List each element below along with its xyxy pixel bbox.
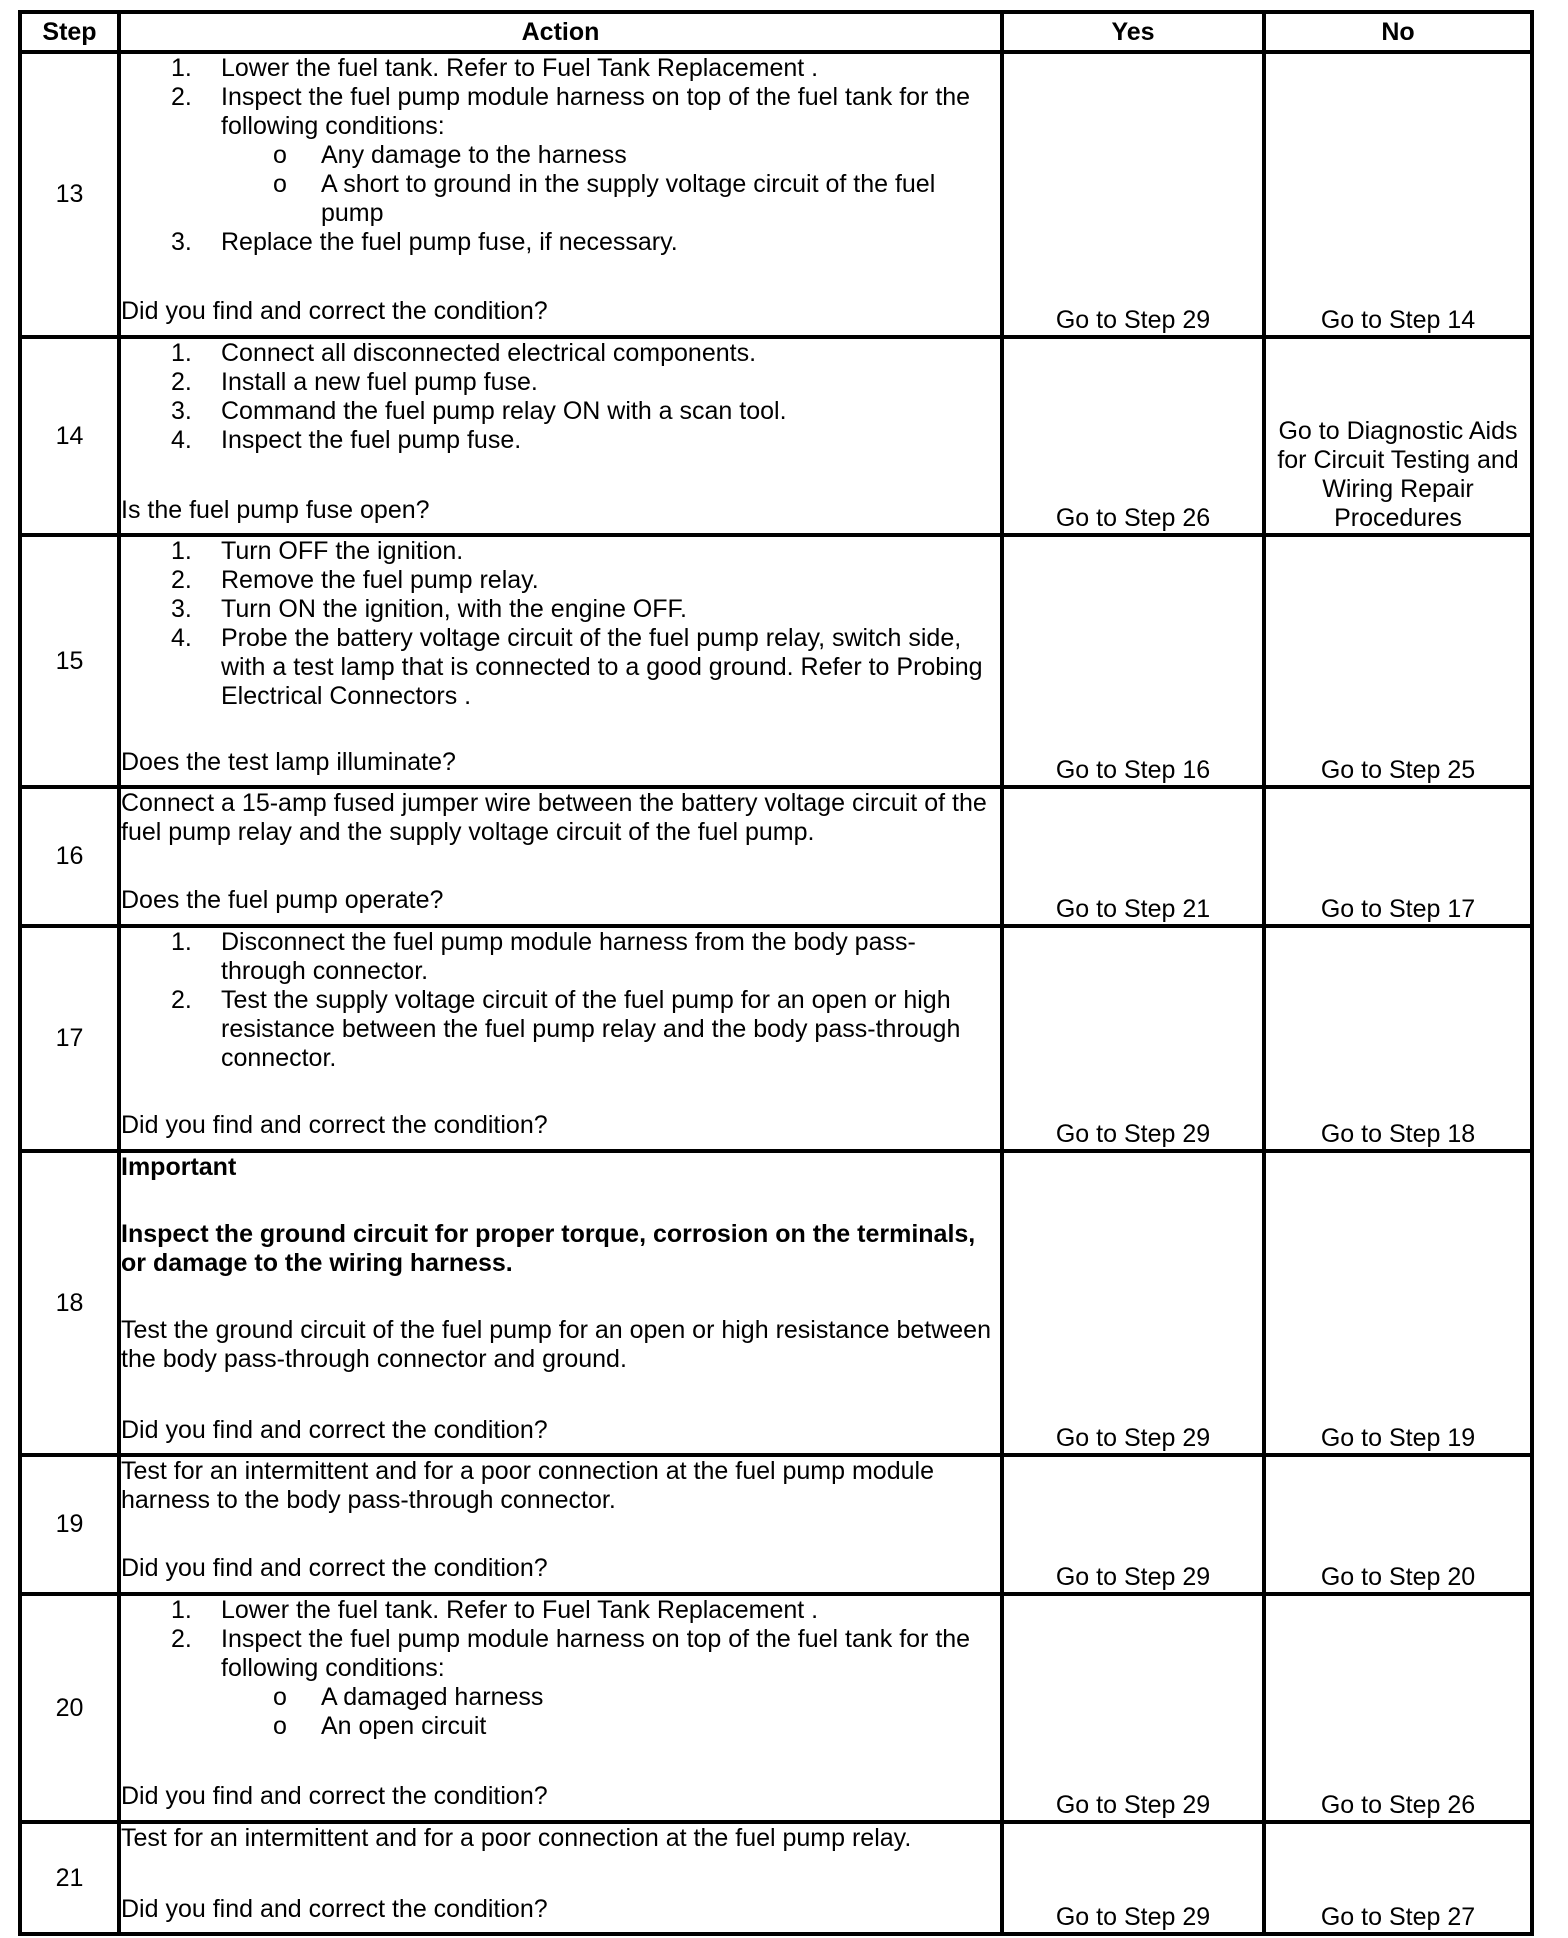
question-text: Did you find and correct the condition? <box>121 1895 548 1923</box>
no-result: Go to Step 18 <box>1264 926 1532 1151</box>
action-cell <box>119 787 1002 926</box>
question-text: Did you find and correct the condition? <box>121 1111 548 1139</box>
step-number: 18 <box>20 1151 119 1455</box>
list-item: 2. Remove the fuel pump relay. <box>171 566 539 594</box>
list-item: 4. Inspect the fuel pump fuse. <box>171 426 522 454</box>
header-yes: Yes <box>1002 12 1264 52</box>
table-row <box>20 1151 1532 1455</box>
step-number: 16 <box>20 787 119 926</box>
list-item: 2. Inspect the fuel pump module harness on top of the fuel tank for the following conditions: o A damaged harness o An open circuit <box>121 1625 1000 1741</box>
action-cell <box>119 1822 1002 1934</box>
yes-result: Go to Step 29 <box>1002 1822 1264 1934</box>
action-cell <box>119 535 1002 787</box>
header-row <box>20 12 1532 52</box>
question-text: Did you find and correct the condition? <box>121 1782 548 1810</box>
important-label: Important <box>121 1153 237 1181</box>
question-text: Did you find and correct the condition? <box>121 297 548 325</box>
no-result: Go to Step 25 <box>1264 535 1532 787</box>
header-step: Step <box>20 12 119 52</box>
no-result: Go to Step 17 <box>1264 787 1532 926</box>
question-text: Did you find and correct the condition? <box>121 1416 548 1444</box>
list-item: 3. Command the fuel pump relay ON with a scan tool. <box>171 397 787 425</box>
no-result: Go to Step 26 <box>1264 1594 1532 1822</box>
sub-list-item: o An open circuit <box>273 1712 487 1740</box>
step-number: 19 <box>20 1455 119 1594</box>
list-item: 1. Lower the fuel tank. Refer to Fuel Tank Replacement . <box>171 54 819 82</box>
list-item: 3. Turn ON the ignition, with the engine OFF. <box>171 595 687 623</box>
yes-result: Go to Step 29 <box>1002 1455 1264 1594</box>
list-item: 1. Lower the fuel tank. Refer to Fuel Tank Replacement . <box>171 1596 819 1624</box>
no-result: Go to Step 27 <box>1264 1822 1532 1934</box>
action-text: Test the ground circuit of the fuel pump for an open or high resistance between the body pass-through connector and ground. <box>121 1316 991 1373</box>
question-text: Does the fuel pump operate? <box>121 886 444 914</box>
step-number: 20 <box>20 1594 119 1822</box>
no-result: Go to Diagnostic Aids for Circuit Testing and Wiring Repair Procedures <box>1264 337 1532 535</box>
list-item: 2. Test the supply voltage circuit of the fuel pump for an open or high resistance between the fuel pump relay and the body pass-through connector. <box>171 986 961 1072</box>
question-text: Does the test lamp illuminate? <box>121 748 456 776</box>
header-no: No <box>1264 12 1532 52</box>
list-item: 1. Connect all disconnected electrical components. <box>171 339 757 367</box>
list-item: 2. Inspect the fuel pump module harness on top of the fuel tank for the following conditions: o Any damage to the harness o A short to ground in the supply voltage circuit of the fuel pump <box>121 83 1000 228</box>
action-cell <box>119 337 1002 535</box>
yes-result: Go to Step 29 <box>1002 926 1264 1151</box>
step-number: 13 <box>20 52 119 337</box>
step-number: 17 <box>20 926 119 1151</box>
list-item: 4. Probe the battery voltage circuit of the fuel pump relay, switch side, with a test lamp that is connected to a good ground. Refer to Probing Electrical Connectors . <box>171 624 983 710</box>
list-item: 3. Replace the fuel pump fuse, if necessary. <box>171 228 678 256</box>
step-number: 15 <box>20 535 119 787</box>
yes-result: Go to Step 21 <box>1002 787 1264 926</box>
list-item: 2. Install a new fuel pump fuse. <box>171 368 538 396</box>
table-row <box>20 535 1532 787</box>
sub-list-item: o A damaged harness <box>273 1683 544 1711</box>
question-text: Is the fuel pump fuse open? <box>121 496 430 524</box>
yes-result: Go to Step 16 <box>1002 535 1264 787</box>
action-cell <box>119 52 1002 337</box>
list-item: 1. Turn OFF the ignition. <box>171 537 464 565</box>
header-action: Action <box>119 12 1002 52</box>
action-text: Test for an intermittent and for a poor connection at the fuel pump relay. <box>121 1824 912 1852</box>
table-row <box>20 52 1532 337</box>
yes-result: Go to Step 26 <box>1002 337 1264 535</box>
no-result: Go to Step 14 <box>1264 52 1532 337</box>
table-row <box>20 1594 1532 1822</box>
table-row <box>20 1455 1532 1594</box>
action-cell <box>119 926 1002 1151</box>
important-text: Inspect the ground circuit for proper torque, corrosion on the terminals, or damage to the wiring harness. <box>121 1220 976 1277</box>
yes-result: Go to Step 29 <box>1002 1151 1264 1455</box>
table-row <box>20 926 1532 1151</box>
table-row <box>20 787 1532 926</box>
no-result: Go to Step 20 <box>1264 1455 1532 1594</box>
yes-result: Go to Step 29 <box>1002 52 1264 337</box>
no-result: Go to Step 19 <box>1264 1151 1532 1455</box>
yes-result: Go to Step 29 <box>1002 1594 1264 1822</box>
list-item: 1. Disconnect the fuel pump module harness from the body pass-through connector. <box>171 928 916 985</box>
action-text: Test for an intermittent and for a poor connection at the fuel pump module harness to the body pass-through connector. <box>121 1457 934 1514</box>
action-cell <box>119 1455 1002 1594</box>
action-text: Connect a 15-amp fused jumper wire between the battery voltage circuit of the fuel pump relay and the supply voltage circuit of the fuel pump. <box>121 789 987 846</box>
table-row <box>20 337 1532 535</box>
table-row <box>20 1822 1532 1934</box>
diagnostic-table <box>18 10 1534 1936</box>
action-cell <box>119 1594 1002 1822</box>
sub-list-item: o Any damage to the harness <box>273 141 627 169</box>
step-number: 14 <box>20 337 119 535</box>
step-number: 21 <box>20 1822 119 1934</box>
action-cell <box>119 1151 1002 1455</box>
question-text: Did you find and correct the condition? <box>121 1554 548 1582</box>
sub-list-item: o A short to ground in the supply voltage circuit of the fuel pump <box>273 170 936 227</box>
